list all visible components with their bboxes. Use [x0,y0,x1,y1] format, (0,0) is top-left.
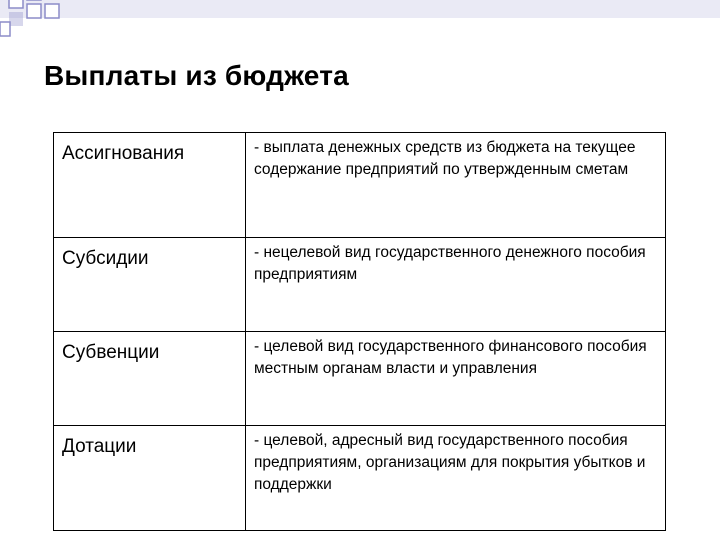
definition-cell: - целевой, адресный вид государственного пособия предприятиям, организациям для покрытия убытков и поддержки [246,426,666,531]
budget-payments-table [53,132,666,531]
term-cell: Ассигнования [54,133,246,238]
term-cell: Субсидии [54,238,246,332]
page-title: Выплаты из бюджета [44,60,349,91]
term-cell: Дотации [54,426,246,531]
definition-cell: - нецелевой вид государственного денежного пособия предприятиям [246,238,666,332]
table-row [54,426,666,531]
table-row [54,332,666,426]
checker-squares-icon [0,0,720,60]
definition-cell: - целевой вид государственного финансового пособия местным органам власти и управления [246,332,666,426]
term-cell: Субвенции [54,332,246,426]
table-row [54,133,666,238]
definition-cell: - выплата денежных средств из бюджета на текущее содержание предприятий по утвержденным сметам [246,133,666,238]
table-row [54,238,666,332]
